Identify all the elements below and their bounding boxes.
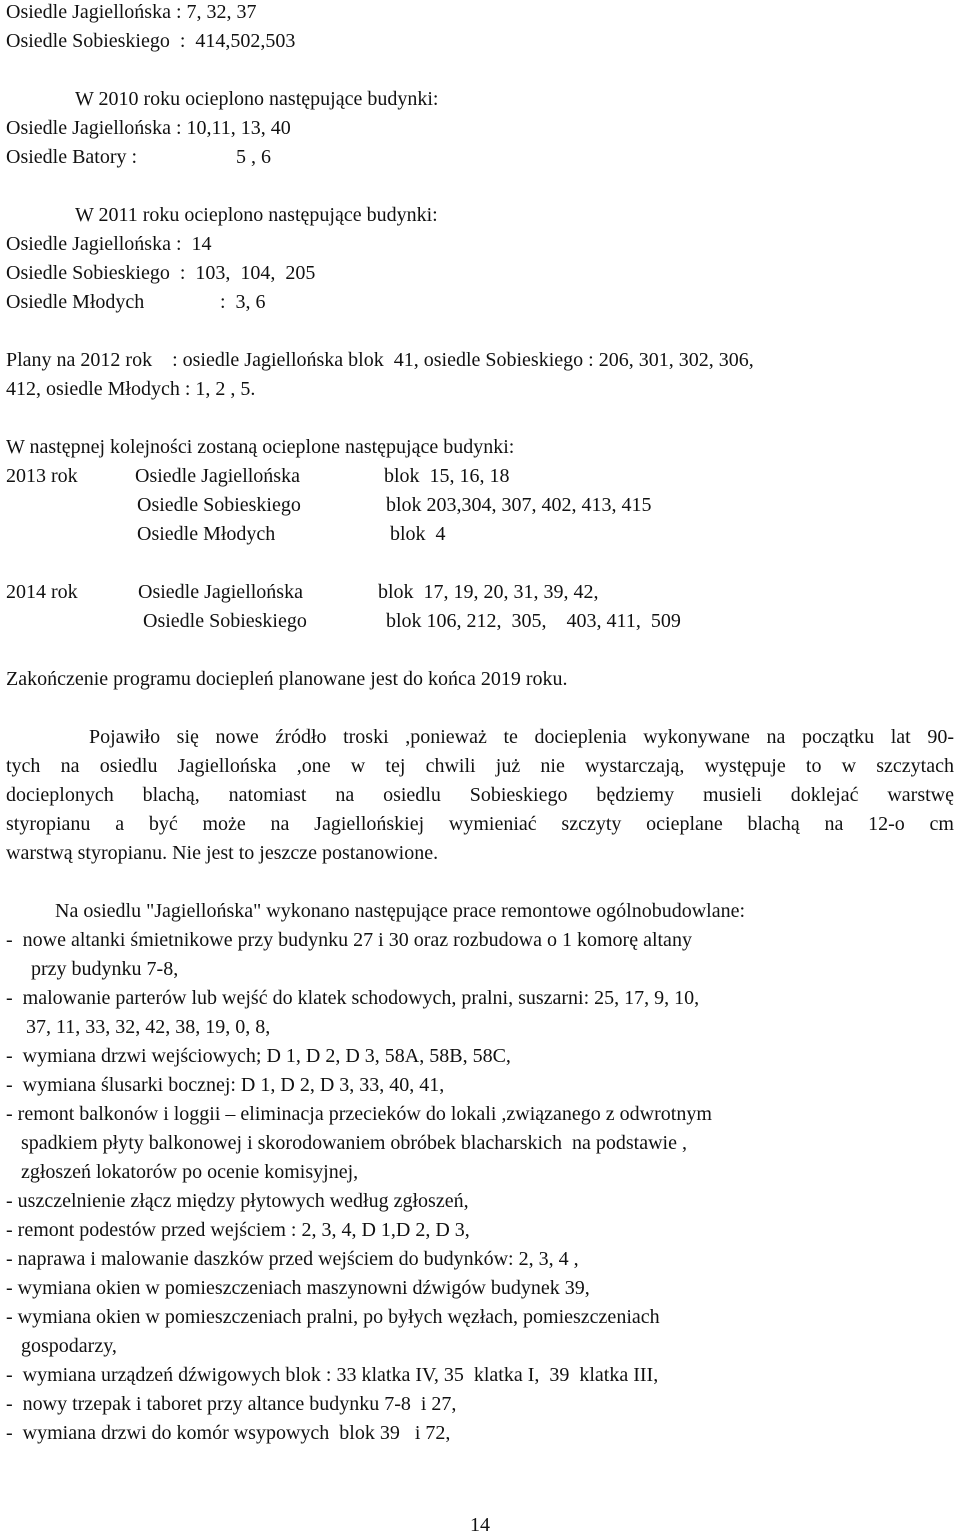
paragraph-line: Pojawiło się nowe źródło troski ,ponieważ te docieplenia wykonywane na początku lat 90-: [6, 726, 954, 748]
estate-name: Osiedle Batory :: [6, 146, 138, 168]
estate-name: Osiedle Jagiellońska: [135, 465, 300, 487]
paragraph-line: styropianu a być może na Jagiellońskiej wymieniać szczyty ocieplane blachą na 12-o cm: [6, 813, 954, 835]
list-item: - uszczelnienie złącz między płytowych według zgłoszeń,: [6, 1190, 469, 1212]
list-item: - nowy trzepak i taboret przy altance budynku 7-8 i 27,: [6, 1393, 457, 1415]
paragraph-line: warstwą styropianu. Nie jest to jeszcze postanowione.: [6, 842, 439, 864]
building-list: blok 203,304, 307, 402, 413, 415: [386, 494, 652, 516]
list-item: - wymiana ślusarki bocznej: D 1, D 2, D 3, 33, 40, 41,: [6, 1074, 445, 1096]
text-line: Osiedle Jagiellońska : 14: [6, 233, 212, 255]
building-list: blok 15, 16, 18: [384, 465, 510, 487]
building-list: 5 , 6: [236, 146, 271, 168]
plans-line: Plany na 2012 rok : osiedle Jagiellońska blok 41, osiedle Sobieskiego : 206, 301, 302, 306,: [6, 349, 754, 371]
estate-name: Osiedle Sobieskiego: [137, 494, 301, 516]
list-item: - naprawa i malowanie daszków przed wejściem do budynków: 2, 3, 4 ,: [6, 1248, 579, 1270]
text-line: Osiedle Sobieskiego : 103, 104, 205: [6, 262, 316, 284]
estate-name: Osiedle Sobieskiego: [143, 610, 307, 632]
section-heading: W 2011 roku ocieplono następujące budynki:: [75, 204, 438, 226]
section-heading: Na osiedlu "Jagiellońska" wykonano następujące prace remontowe ogólnobudowlane:: [55, 900, 746, 922]
list-item: - wymiana drzwi wejściowych; D 1, D 2, D 3, 58A, 58B, 58C,: [6, 1045, 511, 1067]
plans-line: 412, osiedle Młodych : 1, 2 , 5.: [6, 378, 256, 400]
estate-name: Osiedle Jagiellońska: [138, 581, 303, 603]
list-item: zgłoszeń lokatorów po ocenie komisyjnej,: [6, 1161, 359, 1183]
list-item: - wymiana urządzeń dźwigowych blok : 33 klatka IV, 35 klatka I, 39 klatka III,: [6, 1364, 659, 1386]
estate-name: Osiedle Młodych: [137, 523, 276, 545]
estate-name: Osiedle Młodych: [6, 291, 145, 313]
list-item: gospodarzy,: [6, 1335, 117, 1357]
list-item: - nowe altanki śmietnikowe przy budynku 27 i 30 oraz rozbudowa o 1 komorę altany: [6, 929, 692, 951]
completion-line: Zakończenie programu dociepleń planowane jest do końca 2019 roku.: [6, 668, 568, 690]
paragraph-line: docieplonych blachą, natomiast na osiedlu Sobieskiego będziemy musieli doklejać warstwę: [6, 784, 954, 806]
text-line: Osiedle Sobieskiego : 414,502,503: [6, 30, 296, 52]
year-label: 2014 rok: [6, 581, 78, 603]
building-list: blok 106, 212, 305, 403, 411, 509: [386, 610, 681, 632]
list-item: - remont podestów przed wejściem : 2, 3, 4, D 1,D 2, D 3,: [6, 1219, 470, 1241]
building-list: blok 4: [390, 523, 446, 545]
paragraph-line: tych na osiedlu Jagiellońska ,one w tej chwili już nie wystarczają, występuje to w szczytach: [6, 755, 954, 777]
list-item: spadkiem płyty balkonowej i skorodowaniem obróbek blacharskich na podstawie ,: [6, 1132, 687, 1154]
section-heading: W 2010 roku ocieplono następujące budynki:: [75, 88, 439, 110]
year-label: 2013 rok: [6, 465, 78, 487]
list-item: - malowanie parterów lub wejść do klatek schodowych, pralni, suszarni: 25, 17, 9, 10,: [6, 987, 700, 1009]
building-list: : 3, 6: [220, 291, 266, 313]
list-item: - remont balkonów i loggii – eliminacja przecieków do lokali ,związanego z odwrotnym: [6, 1103, 712, 1125]
list-item: - wymiana okien w pomieszczeniach maszynowni dźwigów budynek 39,: [6, 1277, 590, 1299]
list-item: 37, 11, 33, 32, 42, 38, 19, 0, 8,: [6, 1016, 271, 1038]
text-line: Osiedle Jagiellońska : 10,11, 13, 40: [6, 117, 291, 139]
text-line: Osiedle Jagiellońska : 7, 32, 37: [6, 1, 257, 23]
list-item: - wymiana drzwi do komór wsypowych blok 39 i 72,: [6, 1422, 451, 1444]
section-heading: W następnej kolejności zostaną ocieplone następujące budynki:: [6, 436, 515, 458]
list-item: - wymiana okien w pomieszczeniach pralni, po byłych węzłach, pomieszczeniach: [6, 1306, 660, 1328]
page-number: 14: [470, 1514, 490, 1536]
building-list: blok 17, 19, 20, 31, 39, 42,: [378, 581, 599, 603]
list-item: przy budynku 7-8,: [6, 958, 179, 980]
